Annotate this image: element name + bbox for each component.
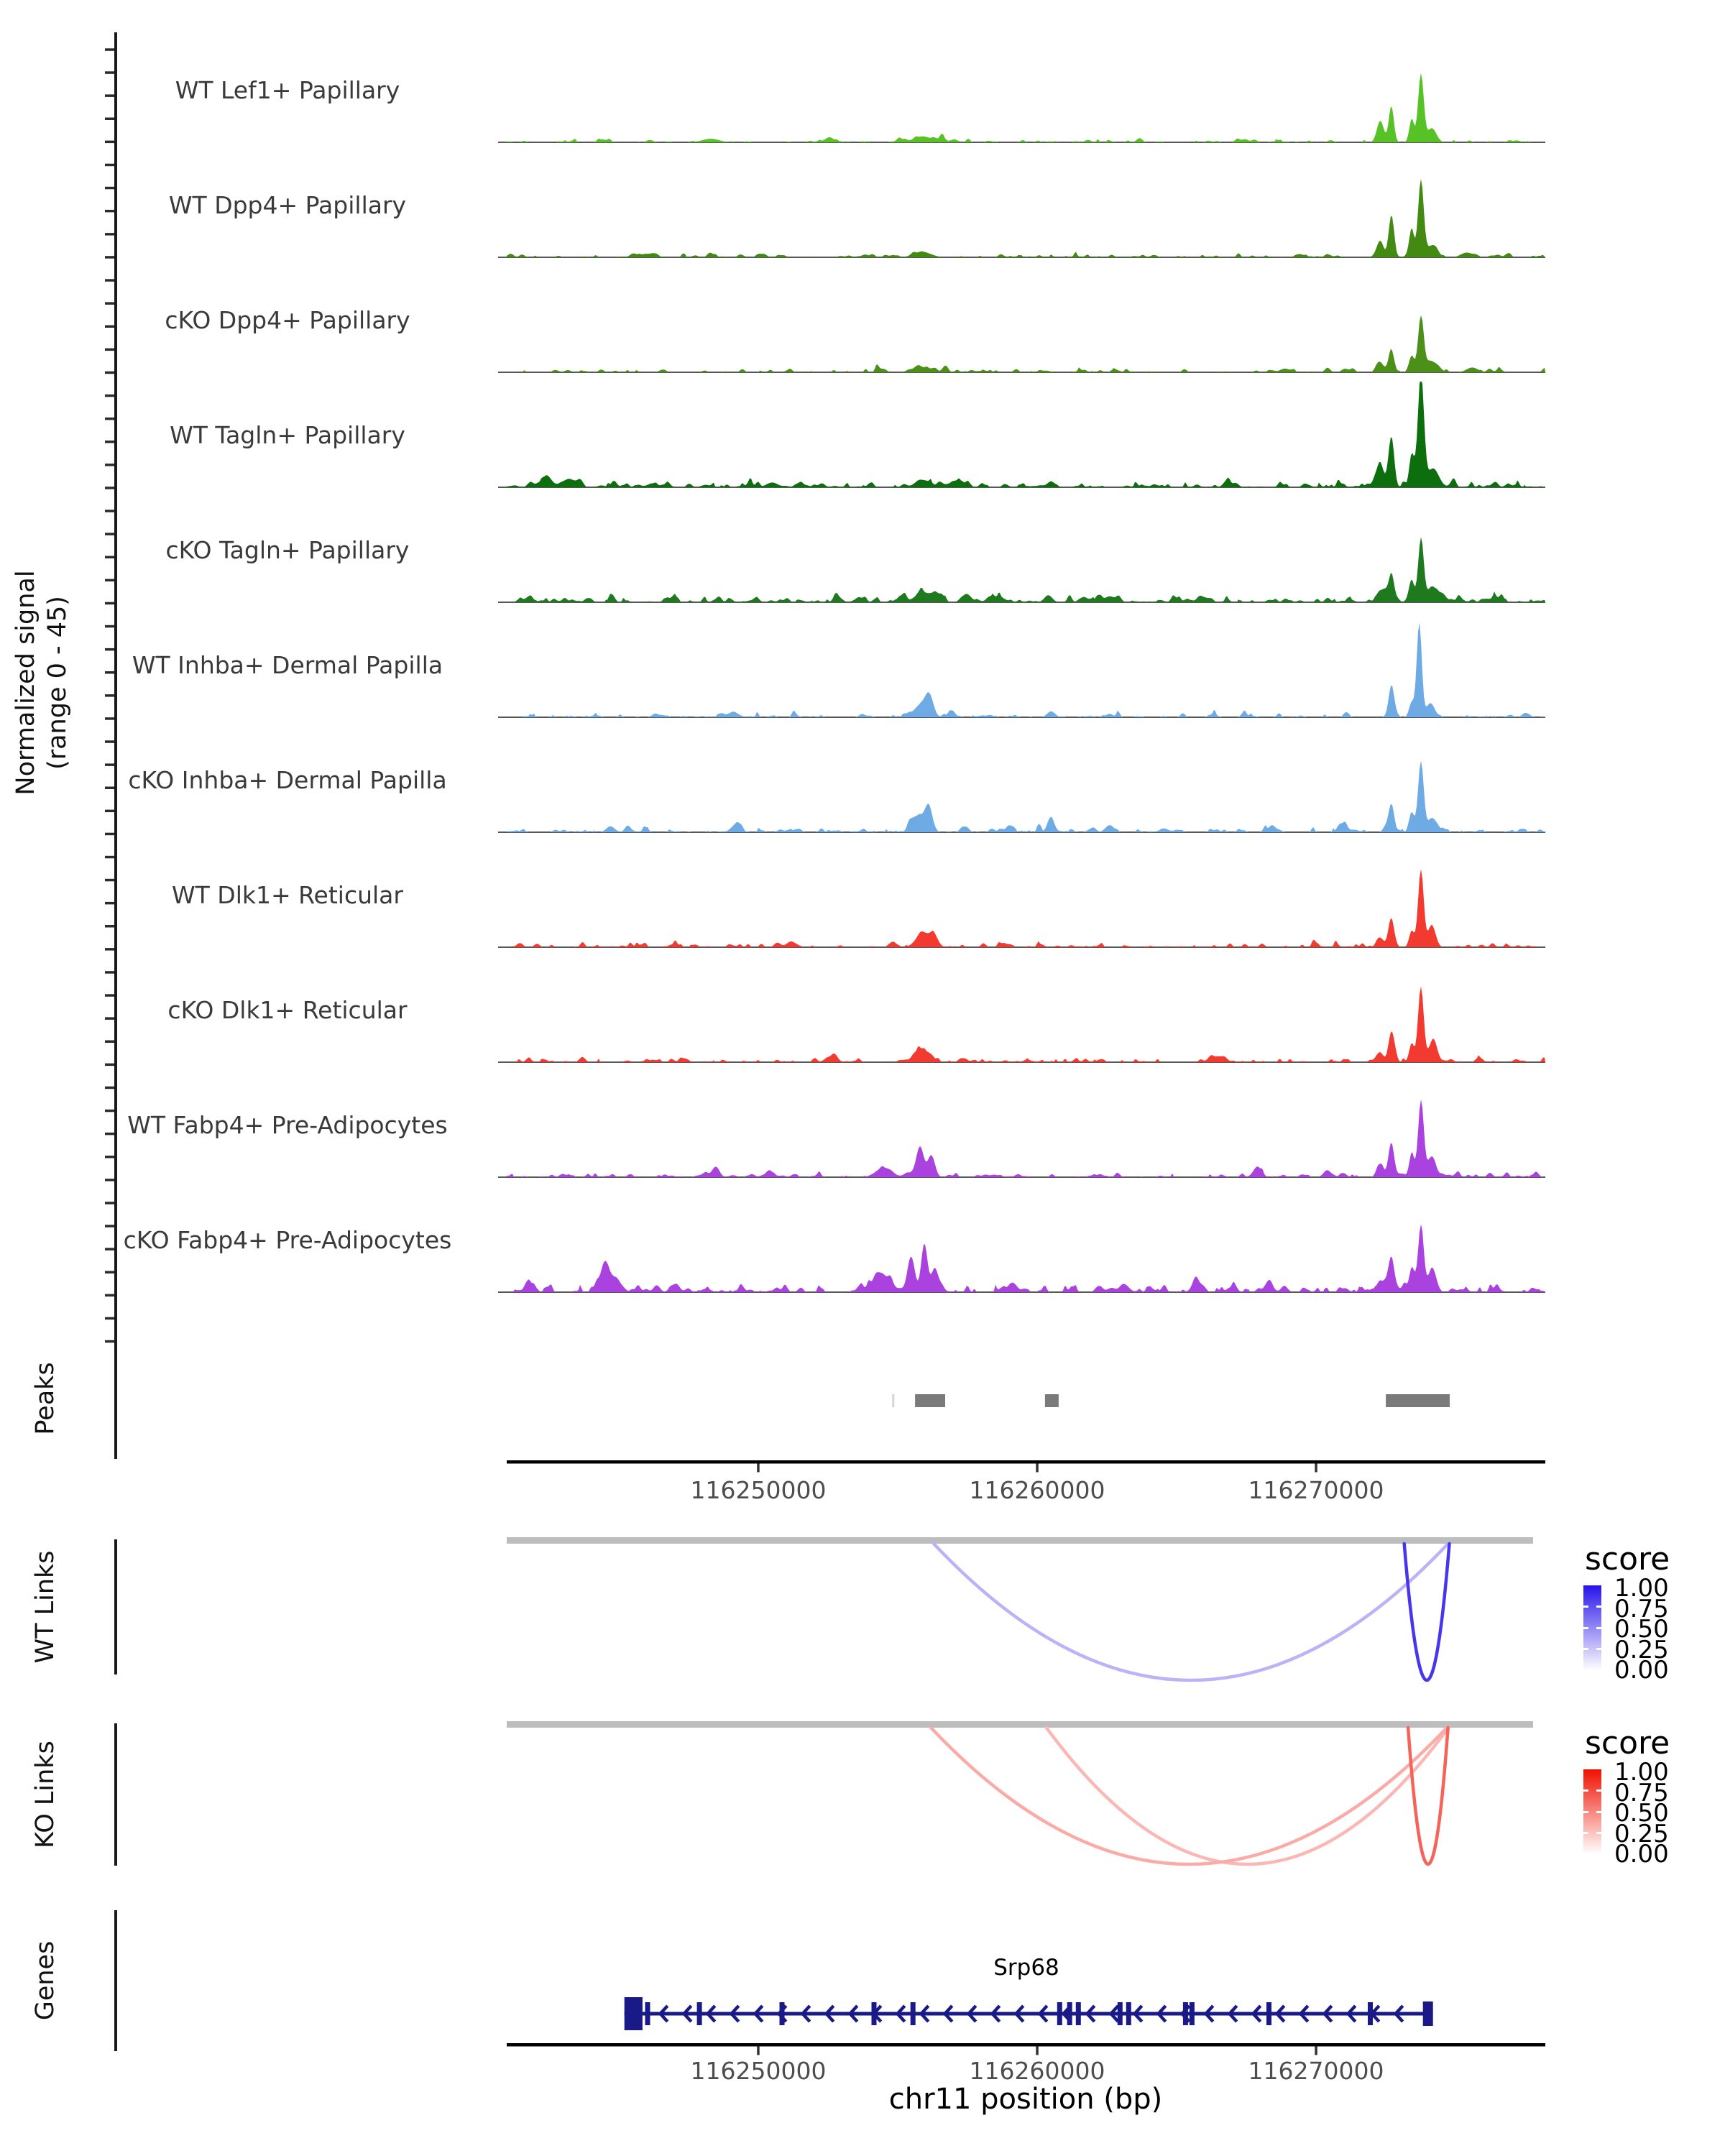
peak-rect bbox=[1045, 1394, 1059, 1407]
bottom-axis-tick-116270000: 116270000 bbox=[1248, 2057, 1384, 2085]
signal-axis-label-line2: (range 0 - 45) bbox=[43, 596, 72, 770]
section-label-genes: Genes bbox=[31, 1940, 60, 2021]
gene-exon bbox=[1266, 2002, 1271, 2025]
ko-legend-tick-075: 0.75 bbox=[1614, 1778, 1669, 1807]
legend-notch bbox=[1583, 1648, 1588, 1650]
legend-notch bbox=[1583, 1832, 1588, 1834]
signal-area bbox=[507, 315, 1545, 372]
wt-legend-tick-100: 1.00 bbox=[1614, 1574, 1669, 1603]
axis-tick bbox=[1036, 2047, 1039, 2055]
legend-notch bbox=[1596, 1811, 1601, 1813]
bottom-axis-tick-116260000: 116260000 bbox=[969, 2057, 1105, 2085]
gene-exon bbox=[872, 2002, 877, 2025]
legend-notch bbox=[1596, 1789, 1601, 1792]
signal-area bbox=[507, 1224, 1545, 1292]
wt-legend-tick-000: 0.00 bbox=[1614, 1656, 1669, 1685]
top-genomic-axis bbox=[507, 1460, 1545, 1473]
bottom-genomic-axis bbox=[507, 2043, 1545, 2055]
link-arc bbox=[934, 1544, 1448, 1680]
peaks-track bbox=[892, 1394, 1450, 1407]
links-anchor-bar bbox=[507, 1721, 1533, 1728]
wt-legend-tick-075: 0.75 bbox=[1614, 1594, 1669, 1623]
gene-exon bbox=[911, 2002, 916, 2025]
track-label-cko-fabp4: cKO Fabp4+ Pre-Adipocytes bbox=[123, 1226, 452, 1254]
signal-area bbox=[507, 622, 1545, 717]
ko-legend-tick-000: 0.00 bbox=[1614, 1840, 1669, 1869]
legend-notch bbox=[1583, 1789, 1588, 1792]
bottom-axis-tick-116250000: 116250000 bbox=[690, 2057, 827, 2085]
ko-legend-tick-050: 0.50 bbox=[1614, 1799, 1669, 1828]
wt-links-panel bbox=[507, 1537, 1533, 1680]
gene-exon bbox=[645, 2002, 650, 2025]
ko-legend-tick-025: 0.25 bbox=[1614, 1819, 1669, 1848]
top-axis-tick-116260000: 116260000 bbox=[969, 1476, 1105, 1504]
track-label-wt-tagln: WT Tagln+ Papillary bbox=[170, 421, 405, 449]
ko-legend-tick-100: 1.00 bbox=[1614, 1758, 1669, 1787]
top-axis-tick-116270000: 116270000 bbox=[1248, 1476, 1384, 1504]
wt-links-legend-ticks bbox=[1614, 1574, 1669, 1685]
gene-start-box bbox=[625, 1997, 643, 2030]
legend-notch bbox=[1596, 1627, 1601, 1629]
track-label-cko-tagln: cKO Tagln+ Papillary bbox=[165, 536, 410, 564]
track-label-wt-dlk1: WT Dlk1+ Reticular bbox=[172, 881, 403, 909]
track-label-cko-dpp4: cKO Dpp4+ Papillary bbox=[165, 306, 410, 334]
axis-tick bbox=[757, 1464, 760, 1473]
axis-tick bbox=[1036, 1464, 1039, 1473]
signal-area bbox=[507, 760, 1545, 832]
ko-links-legend-title: score bbox=[1585, 1725, 1670, 1761]
top-axis-tick-116250000: 116250000 bbox=[690, 1476, 827, 1504]
gene-exon bbox=[1368, 2002, 1373, 2025]
track-label-cko-inhba: cKO Inhba+ Dermal Papilla bbox=[128, 766, 447, 794]
gene-exon bbox=[1126, 2002, 1131, 2025]
signal-area bbox=[507, 537, 1545, 602]
axis-tick bbox=[1315, 2047, 1317, 2055]
ko-links-legend-ticks bbox=[1614, 1758, 1669, 1869]
signal-axis-label bbox=[10, 570, 73, 795]
x-axis-title: chr11 position (bp) bbox=[888, 2083, 1163, 2116]
peak-rect bbox=[1386, 1394, 1450, 1407]
track-label-wt-inhba: WT Inhba+ Dermal Papilla bbox=[132, 651, 443, 679]
signal-area bbox=[507, 381, 1545, 487]
wt-links-legend-title: score bbox=[1585, 1541, 1670, 1577]
gene-exon bbox=[1076, 2002, 1081, 2025]
links-anchor-bar bbox=[507, 1537, 1533, 1544]
peak-rect bbox=[892, 1394, 894, 1407]
signal-axis-label-line1: Normalized signal bbox=[12, 570, 40, 796]
section-label-peaks: Peaks bbox=[31, 1362, 60, 1435]
signal-y-axis bbox=[105, 32, 117, 1350]
legend-notch bbox=[1583, 1627, 1588, 1629]
section-side-lines bbox=[114, 1338, 117, 2051]
track-label-wt-dpp4: WT Dpp4+ Papillary bbox=[168, 191, 407, 219]
wt-links-legend-gradient-bar bbox=[1583, 1585, 1601, 1670]
ko-links-panel bbox=[507, 1721, 1533, 1864]
gene-exon bbox=[1190, 2002, 1195, 2025]
ko-links-legend-gradient-bar bbox=[1583, 1769, 1601, 1854]
signal-area bbox=[507, 1100, 1545, 1177]
gene-exon bbox=[1057, 2002, 1062, 2025]
axis-tick bbox=[1315, 1464, 1317, 1473]
wt-legend-tick-025: 0.25 bbox=[1614, 1635, 1669, 1664]
track-label-wt-lef1: WT Lef1+ Papillary bbox=[175, 76, 400, 104]
legend-notch bbox=[1583, 1606, 1588, 1608]
signal-area bbox=[507, 73, 1545, 142]
signal-area bbox=[507, 179, 1545, 257]
gene-exon bbox=[1118, 2002, 1123, 2025]
track-label-wt-fabp4: WT Fabp4+ Pre-Adipocytes bbox=[127, 1111, 448, 1139]
track-label-cko-dlk1: cKO Dlk1+ Reticular bbox=[167, 996, 408, 1024]
section-label-ko-links: KO Links bbox=[31, 1741, 60, 1848]
legend-notch bbox=[1596, 1648, 1601, 1650]
legend-notch bbox=[1583, 1811, 1588, 1813]
link-arc bbox=[931, 1728, 1447, 1864]
gene-model-srp68 bbox=[625, 1997, 1433, 2030]
axis-tick bbox=[757, 2047, 760, 2055]
peak-rect bbox=[915, 1394, 945, 1407]
gene-end-box bbox=[1423, 2001, 1433, 2026]
legend-notch bbox=[1596, 1606, 1601, 1608]
wt-legend-tick-050: 0.50 bbox=[1614, 1615, 1669, 1644]
link-arc bbox=[1046, 1728, 1449, 1864]
signal-tracks bbox=[498, 73, 1545, 1293]
legend-notch bbox=[1596, 1832, 1601, 1834]
gene-exon bbox=[1183, 2002, 1188, 2025]
gene-exon bbox=[697, 2002, 702, 2025]
signal-area bbox=[507, 869, 1545, 947]
gene-name-srp68: Srp68 bbox=[993, 1955, 1059, 1981]
gene-exon bbox=[1067, 2002, 1072, 2025]
signal-area bbox=[507, 987, 1545, 1063]
section-label-wt-links: WT Links bbox=[31, 1550, 60, 1664]
gene-exon bbox=[780, 2002, 785, 2025]
